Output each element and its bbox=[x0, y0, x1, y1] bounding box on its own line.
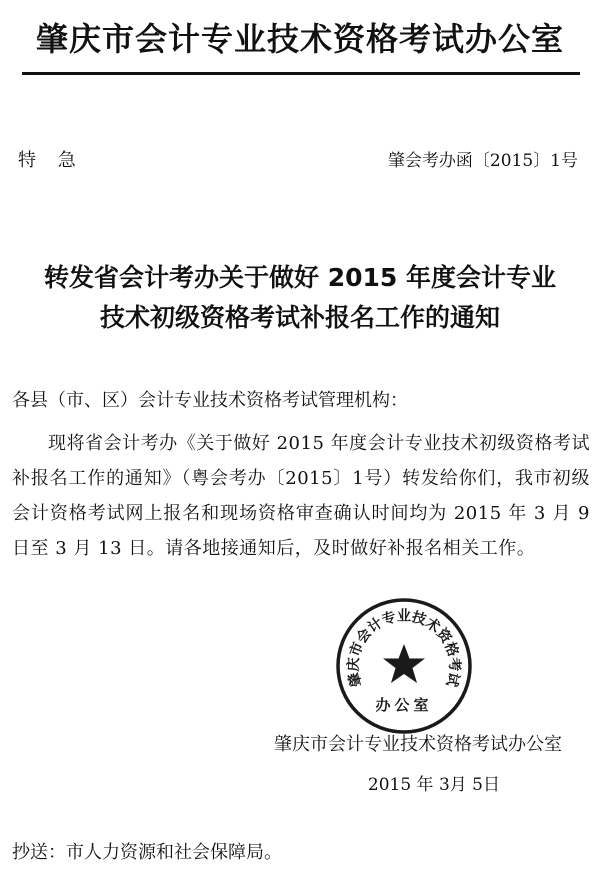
salutation: 各县（市、区）会计专业技术资格考试管理机构： bbox=[12, 390, 408, 411]
issuer-header: 肇庆市会计专业技术资格考试办公室 bbox=[35, 20, 564, 58]
cc-line: 抄送：市人力资源和社会保障局。 bbox=[12, 842, 282, 863]
header-divider bbox=[22, 72, 580, 75]
official-seal-icon bbox=[334, 596, 474, 736]
signature-issuer: 肇庆市会计专业技术资格考试办公室 bbox=[274, 734, 562, 755]
document-title-line-1: 转发省会计考办关于做好 2015 年度会计专业 bbox=[44, 263, 556, 292]
signature-date: 2015 年 3月 5日 bbox=[367, 775, 500, 795]
body-paragraph: 现将省会计考办《关于做好 2015 年度会计专业技术初级资格考试补报名工作的通知》（粤会考办〔2015〕1号）转发给你们，我市初级会计资格考试网上报名和现场资格审查确认时间均为 2015 年 3 月 9 日至 3 月 13 日。请各地接通知后，及时做好补报名相关工作。 bbox=[12, 433, 590, 559]
document-number: 肇会考办函〔2015〕1号 bbox=[387, 151, 578, 171]
seal-star-icon bbox=[383, 644, 425, 683]
urgency-label: 特 急 bbox=[18, 150, 84, 171]
seal-ring-text: 肇庆市会计专业技术资格考试 bbox=[345, 608, 463, 689]
seal-bottom-text: 办公室 bbox=[375, 696, 433, 714]
document-title-line-2: 技术初级资格考试补报名工作的通知 bbox=[99, 303, 500, 332]
